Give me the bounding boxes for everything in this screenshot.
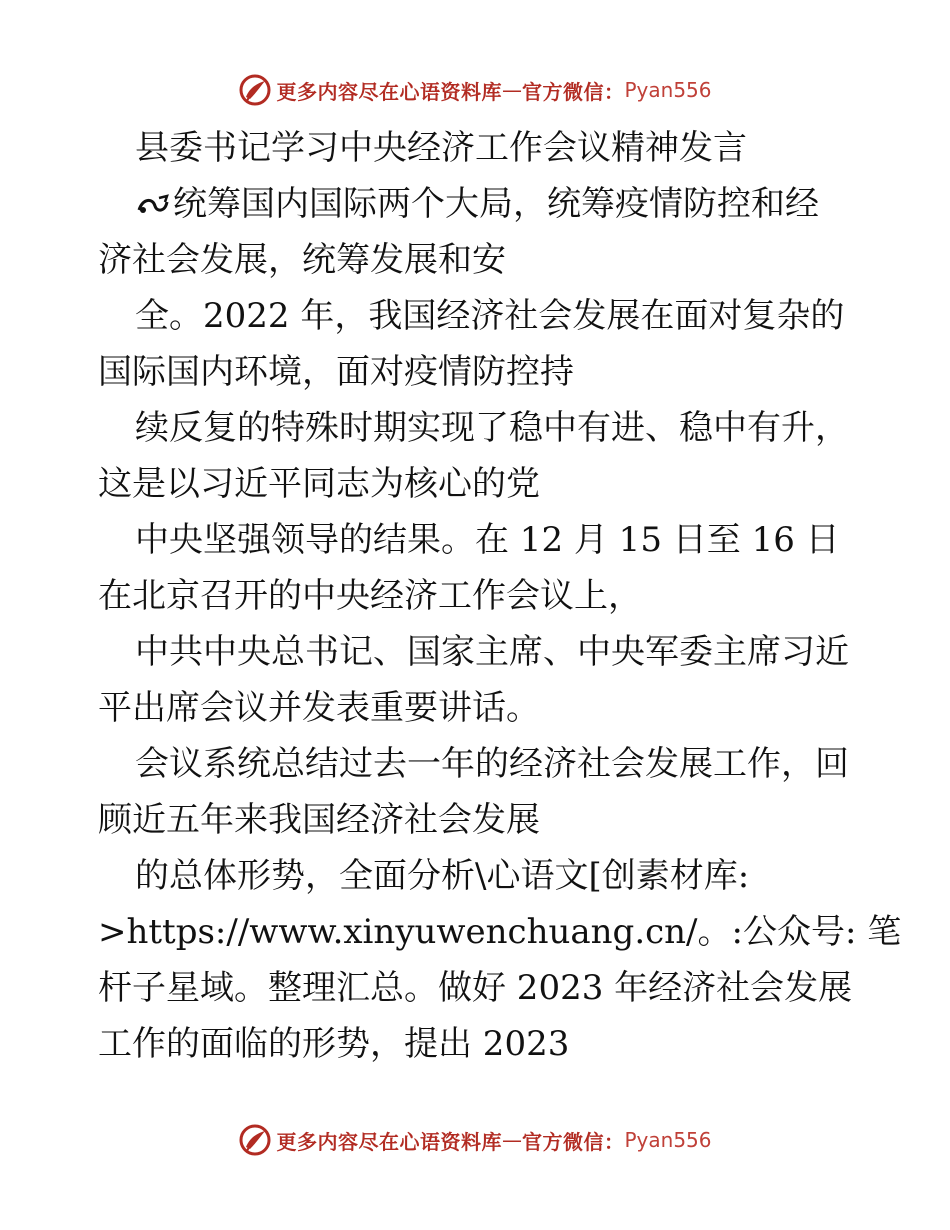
paragraph-line: 平出席会议并发表重要讲话。 <box>98 688 540 728</box>
paragraph-line: 杆子星域。整理汇总。做好 2023 年经济社会发展 <box>98 968 853 1008</box>
banner-wechat-id: Pyan556 <box>624 1128 712 1152</box>
header-watermark-banner <box>0 70 950 110</box>
paragraph-line: 工作的面临的形势，提出 2023 <box>98 1024 570 1064</box>
paragraph-line: 在北京召开的中央经济工作会议上， <box>98 576 642 616</box>
paragraph-line: 中共中央总书记、国家主席、中央军委主席习近 <box>135 632 849 672</box>
paragraph-line: 济社会发展，统筹发展和安 <box>98 240 506 280</box>
footer-watermark-banner <box>0 1120 950 1160</box>
banner-site-text: 更多内容尽在心语资料库 <box>276 1129 502 1154</box>
paragraph-line: >https://www.xinyuwenchuang.cn/。:公众号: 笔 <box>98 912 902 952</box>
banner-site-text: 更多内容尽在心语资料库 <box>276 79 502 104</box>
paragraph-line: 中央坚强领导的结果。在 12 月 15 日至 16 日 <box>135 520 840 560</box>
paragraph-line: 会议系统总结过去一年的经济社会发展工作，回 <box>135 744 849 784</box>
brand-logo-icon <box>238 73 272 107</box>
brand-logo-icon <box>238 1123 272 1157</box>
paragraph-line: 这是以习近平同志为核心的党 <box>98 464 540 504</box>
paragraph-line: 的总体形势，全面分析\心语文[创素材库: <box>135 856 750 896</box>
banner-wechat-id: Pyan556 <box>624 78 712 102</box>
bullet-decoration-icon <box>135 176 171 232</box>
paragraph-line <box>98 176 858 232</box>
banner-wechat-label: 官方微信： <box>521 79 625 104</box>
paragraph-line: 续反复的特殊时期实现了稳中有进、稳中有升， <box>135 408 849 448</box>
banner-wechat-label: 官方微信： <box>521 1129 625 1154</box>
paragraph-line: 顾近五年来我国经济社会发展 <box>98 800 540 840</box>
document-body <box>98 120 902 1072</box>
line-text: 统筹国内国际两个大局，统筹疫情防控和经 <box>173 184 819 224</box>
paragraph-line: 全。2022 年，我国经济社会发展在面对复杂的 <box>135 296 845 336</box>
banner-separator: — <box>501 78 522 102</box>
paragraph-line: 国际国内环境，面对疫情防控持 <box>98 352 574 392</box>
document-title: 县委书记学习中央经济工作会议精神发言 <box>135 128 747 168</box>
banner-separator: — <box>501 1128 522 1152</box>
